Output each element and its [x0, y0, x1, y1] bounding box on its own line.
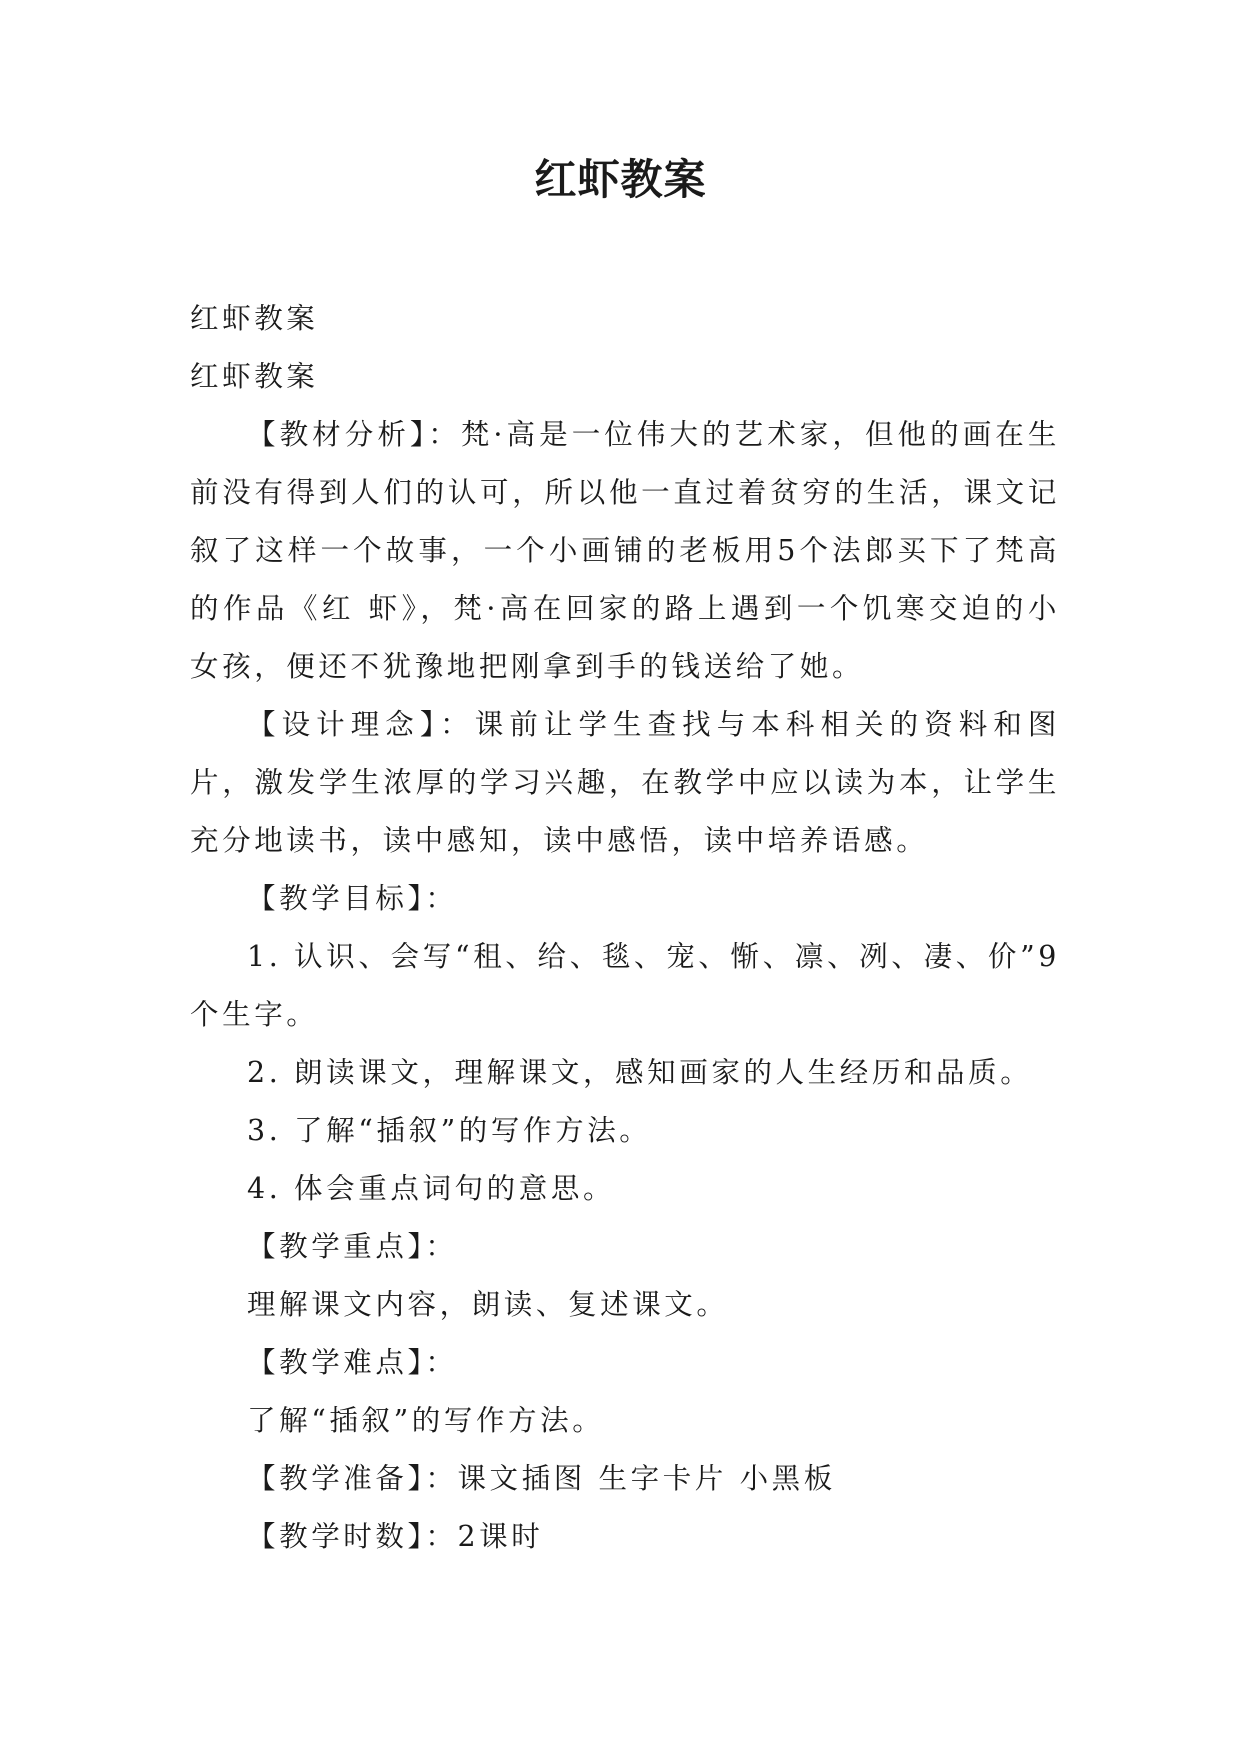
paragraph-goal-4: 4. 体会重点词句的意思。	[247, 1172, 616, 1205]
paragraph-heading-1: 红虾教案	[190, 302, 319, 335]
document-body	[190, 290, 1060, 1566]
paragraph-class-hours: 【教学时数】：2课时	[247, 1520, 544, 1553]
paragraph-heading-2: 红虾教案	[190, 360, 319, 393]
paragraph-goal-1: 1. 认识、会写“租、给、毯、宠、惭、凛、冽、凄、价”9个生字。	[190, 940, 1060, 1031]
paragraph-textbook-analysis: 【教材分析】：梵·高是一位伟大的艺术家，但他的画在生前没有得到人们的认可，所以他一直过着贫穷的生活，课文记叙了这样一个故事，一个小画铺的老板用5个法郎买下了梵高的作品《红 虾》，梵·高在回家的路上遇到一个饥寒交迫的小女孩，便还不犹豫地把刚拿到手的钱送给了她。	[190, 418, 1060, 683]
paragraph-teaching-goals-label: 【教学目标】：	[247, 882, 458, 915]
paragraph-difficulties-label: 【教学难点】：	[247, 1346, 458, 1379]
page-title: 红虾教案	[534, 155, 707, 204]
paragraph-goal-2: 2. 朗读课文，理解课文，感知画家的人生经历和品质。	[247, 1056, 1033, 1089]
paragraph-preparation: 【教学准备】：课文插图 生字卡片 小黑板	[247, 1462, 836, 1495]
paragraph-key-points-label: 【教学重点】：	[247, 1230, 458, 1263]
paragraph-goal-3: 3. 了解“插叙”的写作方法。	[247, 1114, 652, 1147]
paragraph-difficulties: 了解“插叙”的写作方法。	[247, 1404, 605, 1437]
paragraph-design-concept: 【设计理念】：课前让学生查找与本科相关的资料和图片，激发学生浓厚的学习兴趣，在教学中应以读为本，让学生充分地读书，读中感知，读中感悟，读中培养语感。	[190, 708, 1060, 857]
paragraph-key-points: 理解课文内容，朗读、复述课文。	[247, 1288, 729, 1321]
